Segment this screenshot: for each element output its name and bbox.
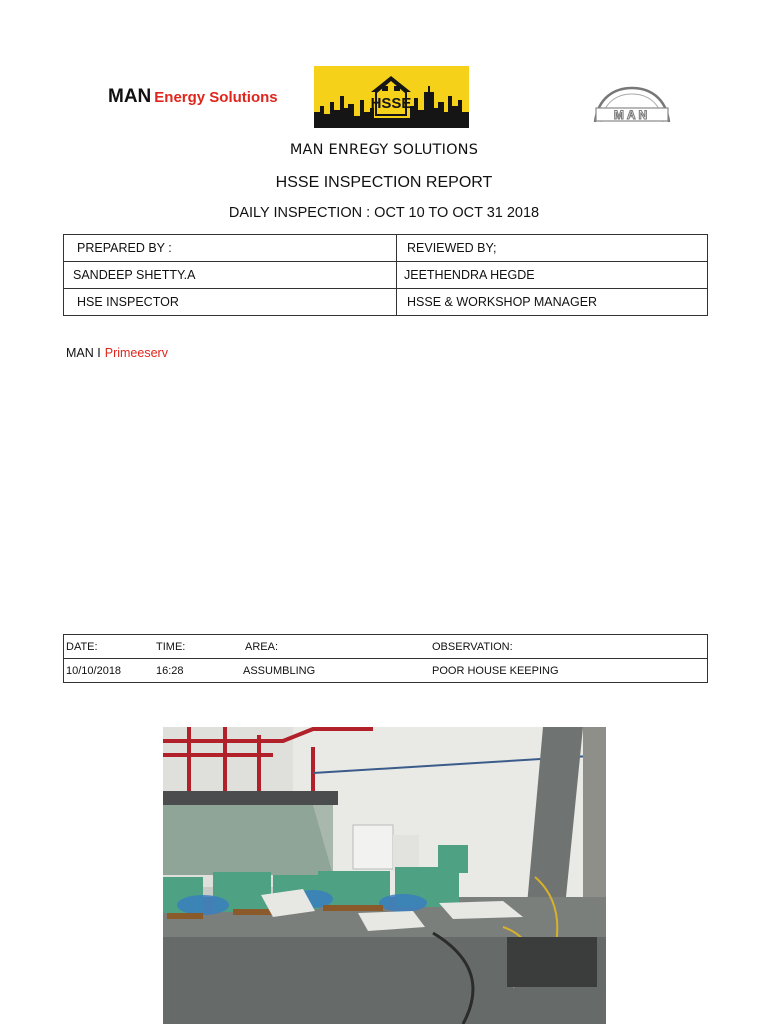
header-time: TIME:: [154, 635, 243, 659]
reviewed-by-label: REVIEWED BY;: [397, 235, 708, 262]
logo-tagline-text: Energy Solutions: [154, 89, 278, 106]
prepared-by-label: PREPARED BY :: [64, 235, 397, 262]
brand-prefix: MAN I: [66, 346, 101, 360]
signoff-table: [63, 234, 708, 316]
hsse-skyline-graphic: [314, 66, 469, 128]
man-badge-logo: [592, 86, 672, 124]
preparer-role: HSE INSPECTOR: [64, 289, 397, 316]
cell-observation: POOR HOUSE KEEPING: [430, 659, 708, 683]
table-row: [64, 659, 708, 683]
reviewer-name: JEETHENDRA HEGDE: [397, 262, 708, 289]
table-header-row: [64, 635, 708, 659]
cell-date: 10/10/2018: [64, 659, 155, 683]
logo-brand-text: MAN: [108, 86, 152, 107]
brand-line: [66, 346, 168, 360]
cell-area: ASSUMBLING: [243, 659, 430, 683]
man-energy-solutions-logo: [108, 86, 278, 108]
reviewer-role: HSSE & WORKSHOP MANAGER: [397, 289, 708, 316]
table-row: [64, 235, 708, 262]
observation-table: [63, 634, 708, 683]
preparer-name: SANDEEP SHETTY.A: [64, 262, 397, 289]
header-observation: OBSERVATION:: [430, 635, 708, 659]
man-badge-text: MAN: [613, 108, 651, 122]
inspection-period: DAILY INSPECTION : OCT 10 TO OCT 31 2018: [228, 205, 540, 221]
table-row: [64, 262, 708, 289]
header-date: DATE:: [64, 635, 155, 659]
workshop-photo: [163, 727, 606, 1024]
hsse-logo: [314, 66, 469, 128]
header-area: AREA:: [243, 635, 430, 659]
cell-time: 16:28: [154, 659, 243, 683]
company-title: MAN ENREGY SOLUTIONS: [289, 142, 479, 158]
table-row: [64, 289, 708, 316]
hsse-logo-text: HSSE: [370, 95, 412, 112]
report-title: HSSE INSPECTION REPORT: [275, 174, 493, 191]
brand-name: Primeeserv: [104, 346, 168, 360]
